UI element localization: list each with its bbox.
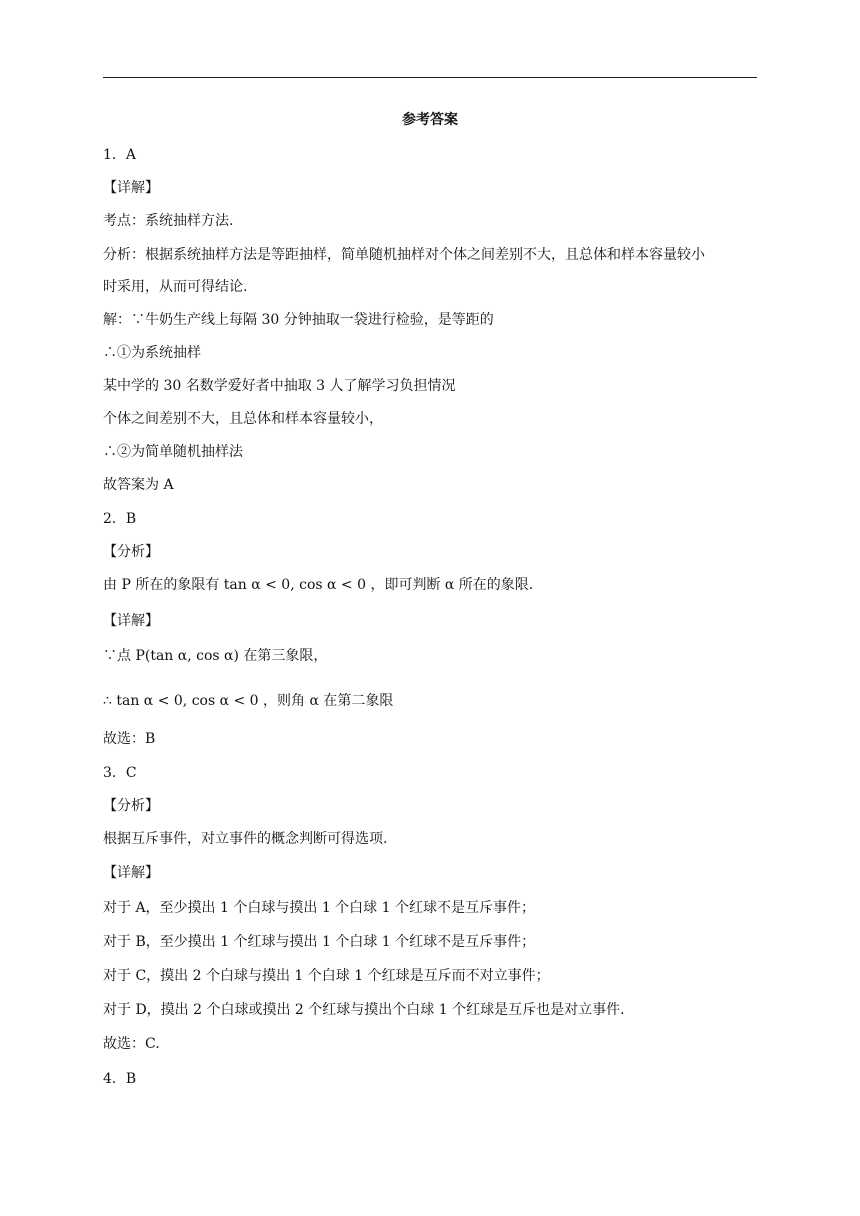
answer-line: 故答案为 A <box>103 477 174 493</box>
answer-line: 故选：B <box>103 731 156 747</box>
answer-line: ∴ tan α < 0, cos α < 0 ，则角 α 在第二象限 <box>103 693 394 709</box>
answer-line: 【详解】 <box>103 613 159 629</box>
answer-line: 3．C <box>103 765 137 781</box>
answer-line: 某中学的 30 名数学爱好者中抽取 3 人了解学习负担情况 <box>103 378 456 394</box>
answer-line: 解：∵牛奶生产线上每隔 30 分钟抽取一袋进行检验，是等距的 <box>103 312 494 328</box>
answer-line: 【详解】 <box>103 180 159 196</box>
answer-line: 4．B <box>103 1071 137 1087</box>
answer-line: 【详解】 <box>103 865 159 881</box>
answer-line: 对于 A，至少摸出 1 个白球与摸出 1 个白球 1 个红球不是互斥事件； <box>103 900 535 916</box>
answer-line: 故选：C. <box>103 1036 160 1052</box>
answer-line: ∴②为简单随机抽样法 <box>103 444 243 460</box>
answer-line: 1．A <box>103 147 137 163</box>
answer-line: 根据互斥事件，对立事件的概念判断可得选项. <box>103 831 388 847</box>
answer-line: 时采用，从而可得结论. <box>103 279 248 295</box>
answer-line: 由 P 所在的象限有 tan α < 0, cos α < 0 ，即可判断 α 所在的象限. <box>103 577 534 593</box>
answer-line: 对于 C，摸出 2 个白球与摸出 1 个白球 1 个红球是互斥而不对立事件； <box>103 968 550 984</box>
answer-line: 考点：系统抽样方法. <box>103 213 234 229</box>
answer-line: 【分析】 <box>103 544 159 560</box>
answer-line: 对于 B，至少摸出 1 个红球与摸出 1 个白球 1 个红球不是互斥事件； <box>103 934 536 950</box>
answer-line: ∴①为系统抽样 <box>103 345 201 361</box>
answer-line: 分析：根据系统抽样方法是等距抽样，简单随机抽样对个体之间差别不大，且总体和样本容量较小 <box>103 247 705 263</box>
answer-line: 对于 D，摸出 2 个白球或摸出 2 个红球与摸出个白球 1 个红球是互斥也是对立事件. <box>103 1002 625 1018</box>
header-rule <box>103 77 757 78</box>
answer-line: ∵点 P(tan α, cos α) 在第三象限， <box>103 648 328 664</box>
answer-line: 个体之间差别不大，且总体和样本容量较小， <box>103 411 383 427</box>
answer-line: 2．B <box>103 511 137 527</box>
answer-line: 【分析】 <box>103 798 159 814</box>
page-title: 参考答案 <box>402 112 458 128</box>
